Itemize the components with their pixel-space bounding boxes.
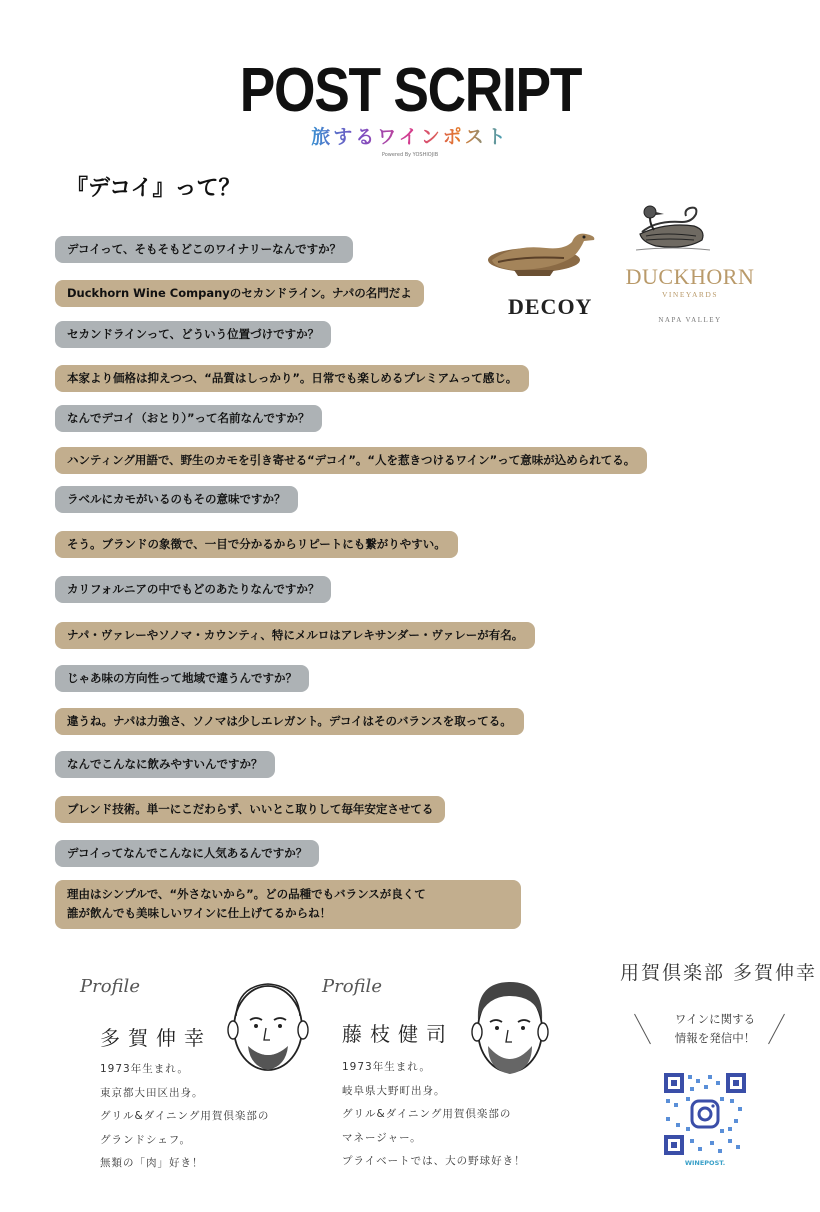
chef-portrait-icon: [226, 976, 310, 1082]
question-bubble: デコイってなんでこんなに人気あるんですか？: [55, 840, 319, 867]
info-text: ワインに関する 情報を発信中！: [674, 1012, 756, 1045]
question-bubble: じゃあ味の方向性って地域で違うんですか？: [55, 665, 309, 692]
question-bubble: ラベルにカモがいるのもその意味ですか？: [55, 486, 298, 513]
profile-bio: 1973年生まれ。 東京都大田区出身。 グリル&ダイニング用賀倶楽部の グランドシェフ。 無類の「肉」好き！: [100, 1063, 270, 1169]
header: [0, 58, 820, 124]
duckhorn-logo-text: DUCKHORN: [625, 264, 755, 289]
decoy-duck-icon: [484, 226, 600, 278]
question-bubble: デコイって、そもそもどこのワイナリーなんですか？: [55, 236, 353, 263]
answer-bubble: Duckhorn Wine Companyのセカンドライン。ナパの名門だよ: [55, 280, 424, 307]
manager-portrait-icon: [470, 976, 550, 1082]
section-title: 『デコイ』って？: [66, 176, 241, 201]
profile-label: Profile: [322, 976, 382, 997]
answer-bubble: ハンティング用語で、野生のカモを引き寄せる“デコイ”。“人を惹きつけるワイン”って意味が込められてる。: [55, 447, 647, 474]
duckhorn-region-text: NAPA VALLEY: [658, 316, 722, 324]
answer-bubble: ナパ・ヴァレーやソノマ・カウンティ、特にメルロはアレキサンダー・ヴァレーが有名。: [55, 622, 535, 649]
magazine-title: POST SCRIPT: [239, 56, 581, 125]
profile-name: 多賀伸幸: [100, 1026, 212, 1050]
duckhorn-vineyards-text: VINEYARDS: [661, 290, 718, 299]
answer-bubble: 違うね。ナパは力強さ、ソノマは少しエレガント。デコイはそのバランスを取ってる。: [55, 708, 524, 735]
profile-bio: 1973年生まれ。 岐阜県大野町出身。 グリル&ダイニング用賀倶楽部の マネージャー。 プライベートでは、大の野球好き！: [342, 1061, 526, 1167]
answer-bubble: 理由はシンプルで、“外さないから”。どの品種でもバランスが良くて 誰が飲んでも美味しいワインに仕上げてるからね！: [55, 880, 521, 929]
question-bubble: なんでこんなに飲みやすいんですか？: [55, 751, 275, 778]
answer-bubble: ブレンド技術。単一にこだわらず、いいとこ取りして毎年安定させてる: [55, 796, 445, 823]
decorative-slash: [634, 1014, 651, 1044]
answer-bubble: 本家より価格は抑えつつ、“品質はしっかり”。日常でも楽しめるプレミアムって感じ。: [55, 365, 529, 392]
qr-label: WINEPOST.: [684, 1159, 726, 1167]
decoy-logo-text: DECOY: [508, 294, 593, 319]
question-bubble: カリフォルニアの中でもどのあたりなんですか？: [55, 576, 331, 603]
answer-bubble: そう。ブランドの象徴で、一目で分かるからリピートにも繋がりやすい。: [55, 531, 458, 558]
powered-by: Powered By YOSHIOJIB: [381, 152, 439, 158]
profile-label: Profile: [80, 976, 140, 997]
qr-code-icon[interactable]: [664, 1073, 746, 1155]
question-bubble: なんでデコイ（おとり）”って名前なんですか？: [55, 405, 322, 432]
magazine-subtitle: 旅するワインポスト: [311, 126, 509, 148]
question-bubble: セカンドラインって、どういう位置づけですか？: [55, 321, 331, 348]
signature-text: 用賀倶楽部 多賀伸幸: [620, 962, 818, 984]
profile-name: 藤枝健司: [342, 1022, 454, 1046]
duckhorn-duck-icon: [636, 202, 710, 254]
